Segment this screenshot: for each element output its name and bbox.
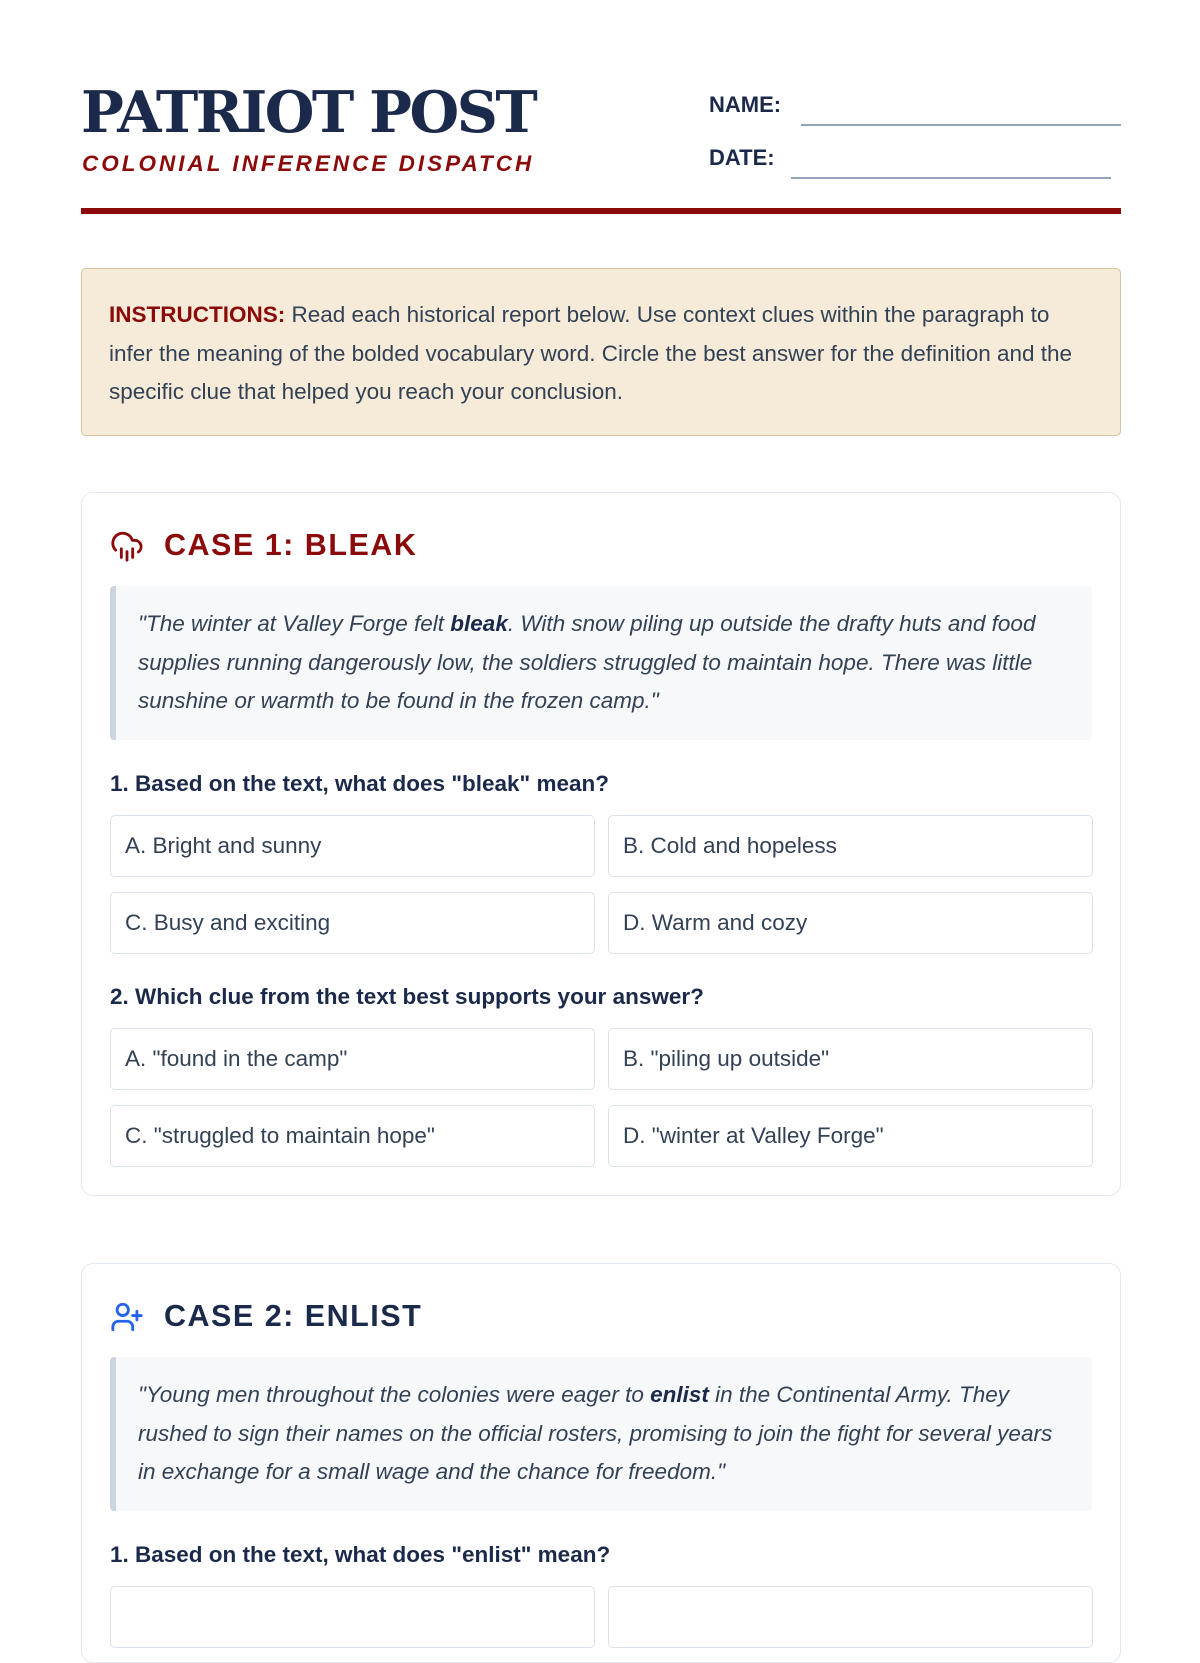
answer-option[interactable]: C. Busy and exciting xyxy=(110,892,595,954)
date-label: DATE: xyxy=(709,145,775,170)
page-title: PATRIOT POST xyxy=(81,79,536,146)
answer-option[interactable]: A. "found in the camp" xyxy=(110,1028,595,1090)
instructions-box xyxy=(81,268,1121,436)
instructions-label: INSTRUCTIONS: xyxy=(109,302,286,327)
instructions-text: Read each historical report below. Use context clues within the paragraph to infer the meaning of the bolded vocabulary word. Circle the best answer for the definition and the specific clue that helped you reach your conclusion. xyxy=(109,302,1073,404)
answer-option[interactable]: B. "piling up outside" xyxy=(608,1028,1093,1090)
answer-option[interactable] xyxy=(608,1586,1093,1648)
case-title: CASE 1: BLEAK xyxy=(164,528,418,562)
passage-text-start: "Young men throughout the colonies were eager to xyxy=(138,1382,651,1407)
header xyxy=(81,80,1121,214)
date-line xyxy=(791,177,1111,179)
answer-option[interactable]: D. "winter at Valley Forge" xyxy=(608,1105,1093,1167)
question-1: 1. Based on the text, what does "enlist" mean? xyxy=(110,1542,611,1567)
question-2: 2. Which clue from the text best supports your answer? xyxy=(110,984,704,1009)
name-field xyxy=(709,80,1121,120)
answer-option[interactable] xyxy=(110,1586,595,1648)
cloud-rain-icon xyxy=(110,529,144,563)
passage-text-end: . With snow piling up outside the drafty huts and food supplies running dangerously low, the soldiers struggled to maintain hope. There was little sunshine or warmth to be found in the frozen camp." xyxy=(138,611,1036,713)
passage-text-start: "The winter at Valley Forge felt xyxy=(138,611,451,636)
vocab-word: bleak xyxy=(450,611,508,636)
answer-option[interactable]: C. "struggled to maintain hope" xyxy=(110,1105,595,1167)
case-card-1 xyxy=(81,492,1121,1196)
answer-option[interactable]: A. Bright and sunny xyxy=(110,815,595,877)
answer-option[interactable]: D. Warm and cozy xyxy=(608,892,1093,954)
vocab-word: enlist xyxy=(650,1382,709,1407)
case-card-2 xyxy=(81,1263,1121,1663)
answer-option[interactable]: B. Cold and hopeless xyxy=(608,815,1093,877)
passage xyxy=(110,1357,1092,1511)
name-label: NAME: xyxy=(709,92,782,117)
page-subtitle: COLONIAL INFERENCE DISPATCH xyxy=(82,151,535,176)
passage xyxy=(110,586,1092,740)
case-title: CASE 2: ENLIST xyxy=(164,1299,423,1333)
name-line xyxy=(801,124,1121,126)
question-1: 1. Based on the text, what does "bleak" mean? xyxy=(110,771,609,796)
date-field xyxy=(709,133,1121,173)
user-plus-icon xyxy=(110,1300,144,1334)
passage-text-end: in the Continental Army. They rushed to sign their names on the official rosters, promising to join the fight for several years in exchange for a small wage and the chance for freedom." xyxy=(138,1382,1053,1484)
